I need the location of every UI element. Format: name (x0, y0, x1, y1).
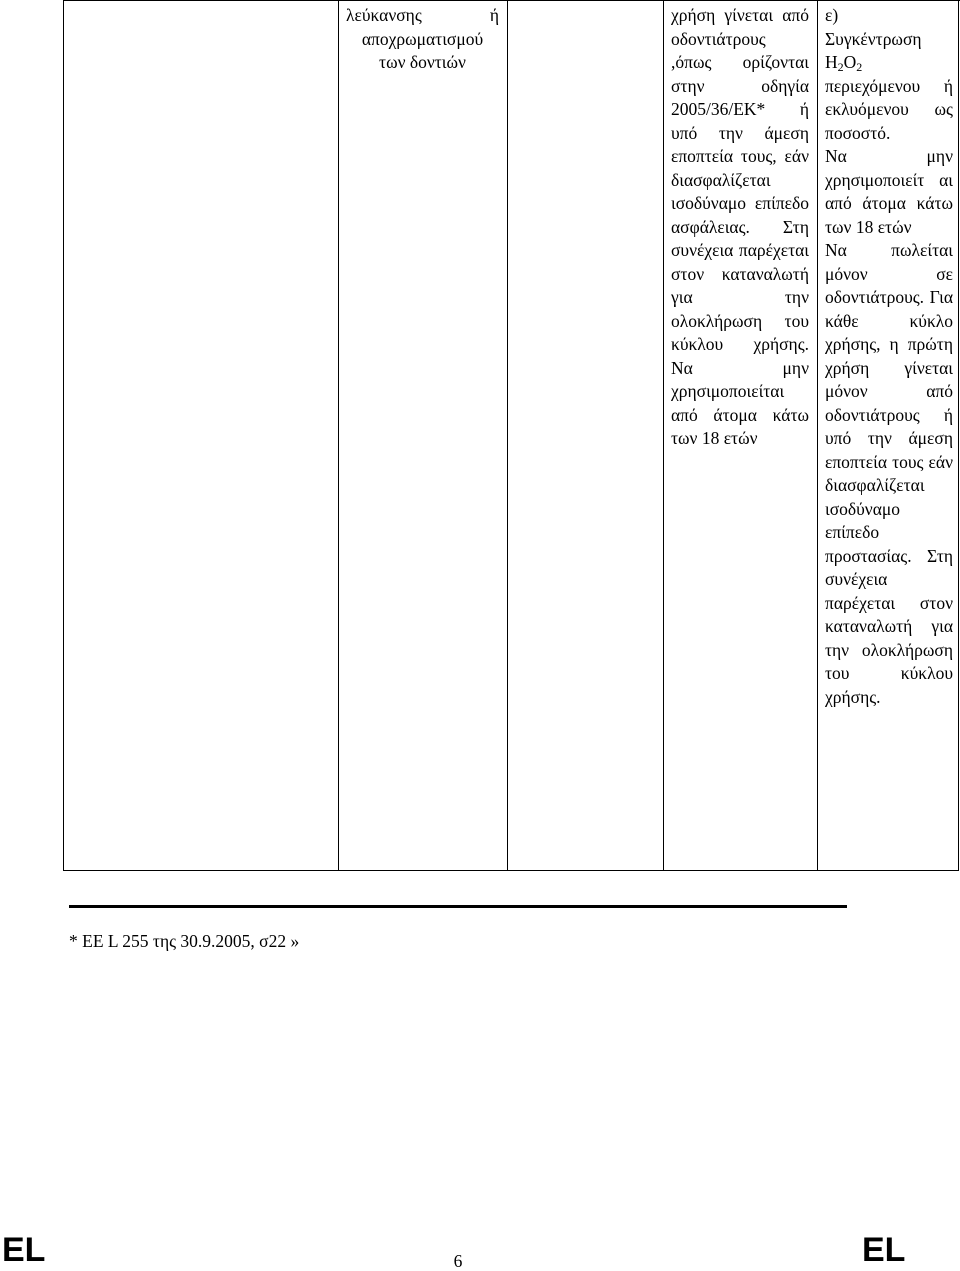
formula-o: Ο (843, 52, 857, 72)
cell-warnings-concentration-text: περιεχόμενου ή εκλυόμενου ως ποσοστό. (825, 75, 953, 143)
formula-h: Η (825, 52, 838, 72)
cell-conditions-text: χρήση γίνεται από οδοντιάτρους ,όπως ορίζονται στην οδηγία 2005/36/ΕΚ* ή υπό την άμεση εποπτεία τους, εάν διασφαλίζεται ισοδύναμο επίπεδο ασφάλειας. Στη συνέχεια παρέχεται στον καταναλωτή για την ολοκλήρωση του κύκλου χρήσης. Να μην χρησιμοποιείται από άτομα κάτω των 18 ετών (671, 5, 809, 448)
footer-language-left: EL (2, 1231, 46, 1269)
table-border-right (958, 0, 959, 871)
table-top-border (63, 0, 960, 1)
formula-subscript-o: 2 (856, 60, 863, 74)
cell-warnings-age-warning: Να μην χρησιμοποιείτ αι από άτομα κάτω των 18 ετών (825, 146, 953, 237)
cell-purpose (346, 4, 499, 75)
cell-purpose-line2: αποχρωματισμού (361, 28, 484, 49)
footer-language-right: EL (862, 1231, 906, 1269)
cell-warnings-item-label: ε) (825, 5, 839, 25)
table-bottom-border (63, 870, 959, 871)
footnote: * ΕΕ L 255 της 30.9.2005, σ22 » (69, 931, 300, 951)
cell-warnings-concentration-label: Συγκέντρωση (825, 28, 922, 49)
cell-warnings (825, 4, 953, 709)
table-divider-2 (507, 0, 508, 871)
cell-purpose-line1: λεύκανσης ή (346, 5, 499, 25)
table-divider-1 (338, 0, 339, 871)
cell-warnings-formula (825, 51, 953, 75)
cell-purpose-line3: των δοντιών (379, 52, 466, 72)
table-divider-3 (663, 0, 664, 871)
table-border-left (63, 0, 64, 871)
cell-conditions (671, 4, 809, 451)
page-number: 6 (453, 1251, 463, 1271)
formula-subscript-h: 2 (837, 60, 844, 74)
cell-warnings-sale-warning: Να πωλείται μόνον σε οδοντιάτρους. Για κάθε κύκλο χρήσης, η πρώτη χρήση γίνεται μόνον από οδοντιάτρους ή υπό την άμεση εποπτεία τους εάν διασφαλίζεται ισοδύναμο επίπεδο προστασίας. Στη συνέχεια παρέχεται στον καταναλωτή για την ολοκλήρωση του κύκλου χρήσης. (825, 240, 953, 707)
footnote-separator (69, 905, 847, 908)
table-divider-4 (817, 0, 818, 871)
